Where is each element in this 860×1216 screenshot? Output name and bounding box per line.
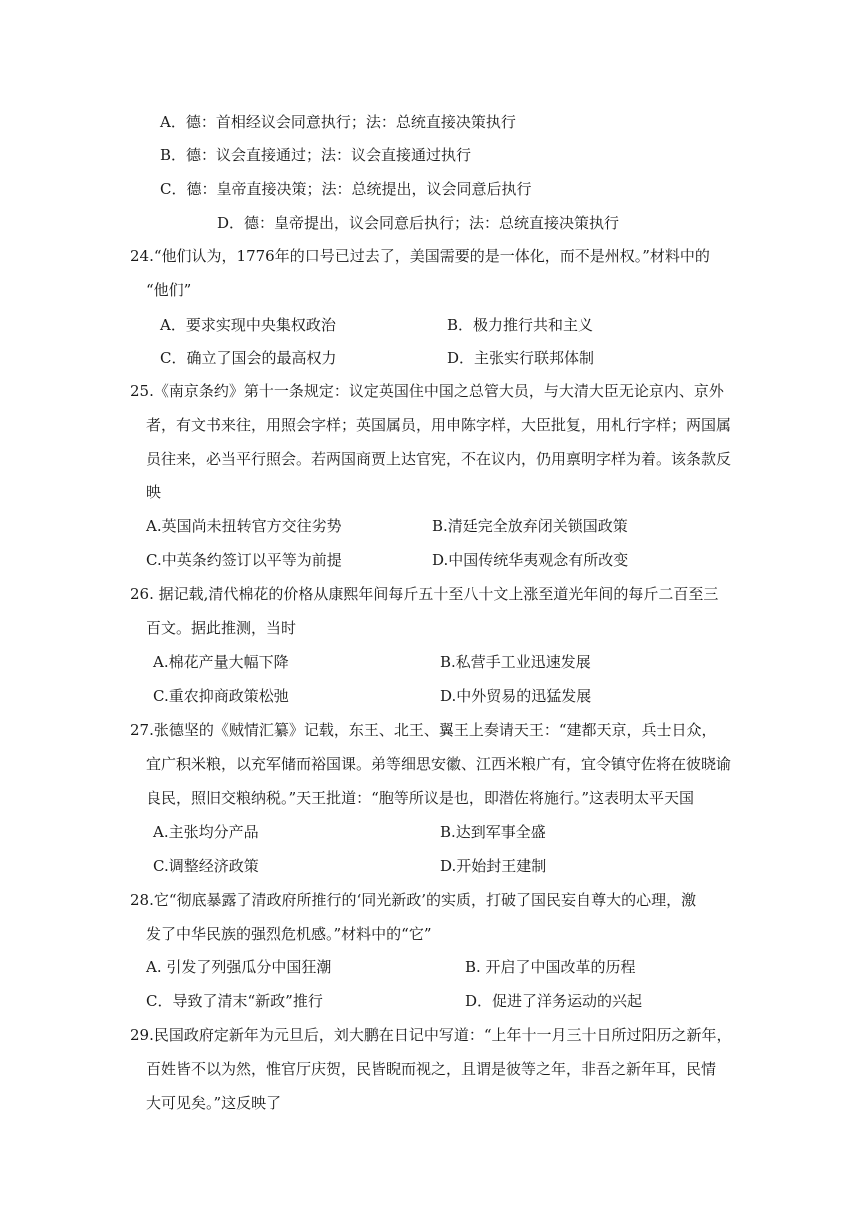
q24-stem-line-2: “他们”	[146, 281, 192, 299]
q23-option-d: D．德：皇帝提出，议会同意后执行；法：总统直接决策执行	[217, 214, 620, 232]
q26-stem-line-1: 26. 据记载,清代棉花的价格从康熙年间每斤五十至八十文上涨至道光年间的每斤二百至三	[130, 585, 719, 603]
q25-stem-line-1: 25.《南京条约》第十一条规定：议定英国住中国之总管大员，与大清大臣无论京内、京外	[130, 382, 724, 400]
q27-option-c: C.调整经济政策	[153, 857, 259, 875]
q27-stem-line-1: 27.张德坚的《贼情汇纂》记载，东王、北王、翼王上奏请天王：“建都天京，兵士日众，	[130, 721, 717, 739]
q25-stem-line-2: 者，有文书来往，用照会字样；英国属员，用申陈字样，大臣批复，用札行字样；两国属	[146, 416, 732, 434]
q24-option-c: C．确立了国会的最高权力	[160, 349, 337, 367]
q28-option-a: A. 引发了列强瓜分中国狂潮	[146, 958, 332, 976]
q28-stem-line-2: 发了中华民族的强烈危机感。”材料中的“它”	[146, 925, 432, 943]
q28-option-b: B. 开启了中国改革的历程	[465, 958, 636, 976]
q26-option-b: B.私营手工业迅速发展	[440, 653, 591, 671]
q27-option-d: D.开始封王建制	[440, 857, 547, 875]
q28-option-d: D．促进了洋务运动的兴起	[465, 992, 643, 1010]
q25-stem-line-3: 员往来，必当平行照会。若两国商贾上达官宪，不在议内，仍用禀明字样为着。该条款反	[146, 450, 732, 468]
q24-option-b: B．极力推行共和主义	[447, 316, 594, 334]
q24-option-a: A．要求实现中央集权政治	[160, 316, 336, 334]
q28-option-c: C．导致了清末“新政”推行	[146, 992, 323, 1010]
q25-stem-line-4: 映	[146, 483, 162, 501]
q26-option-a: A.棉花产量大幅下降	[153, 653, 289, 671]
q28-stem-line-1: 28.它“彻底暴露了清政府所推行的‘同光新政’的实质，打破了国民妄自尊大的心理，激	[130, 891, 697, 909]
q24-option-d: D．主张实行联邦体制	[447, 349, 595, 367]
q25-option-b: B.清廷完全放弃闭关锁国政策	[432, 517, 628, 535]
q27-stem-line-3: 良民，照旧交粮纳税。”天王批道：“胞等所议是也，即潜佐将施行。”这表明太平天国	[146, 789, 695, 807]
q27-option-b: B.达到军事全盛	[440, 823, 546, 841]
q23-option-a: A．德：首相经议会同意执行；法：总统直接决策执行	[160, 113, 516, 131]
q23-option-c: C．德：皇帝直接决策；法：总统提出，议会同意后执行	[160, 180, 532, 198]
q25-option-d: D.中国传统华夷观念有所改变	[432, 551, 629, 569]
q27-stem-line-2: 宜广积米粮，以充军储而裕国课。弟等细思安徽、江西米粮广有，宜令镇守佐将在彼晓谕	[146, 755, 732, 773]
q26-option-c: C.重农抑商政策松弛	[153, 687, 289, 705]
q27-option-a: A.主张均分产品	[153, 823, 259, 841]
q29-stem-line-3: 大可见矣。”这反映了	[146, 1094, 282, 1112]
q25-option-a: A.英国尚未扭转官方交往劣势	[146, 517, 342, 535]
q26-option-d: D.中外贸易的迅猛发展	[440, 687, 592, 705]
q26-stem-line-2: 百文。据此推测，当时	[146, 619, 297, 637]
q29-stem-line-2: 百姓皆不以为然，惟官厅庆贺，民皆睨而视之，且谓是彼等之年，非吾之新年耳，民情	[146, 1060, 717, 1078]
q23-option-b: B．德：议会直接通过；法：议会直接通过执行	[160, 146, 472, 164]
q29-stem-line-1: 29.民国政府定新年为元旦后，刘大鹏在日记中写道：“上年十一月三十日所过阳历之新年，	[130, 1026, 732, 1044]
q25-option-c: C.中英条约签订以平等为前提	[146, 551, 342, 569]
q24-stem-line-1: 24.“他们认为，1776年的口号已过去了，美国需要的是一体化，而不是州权。”材料中的	[130, 247, 710, 265]
